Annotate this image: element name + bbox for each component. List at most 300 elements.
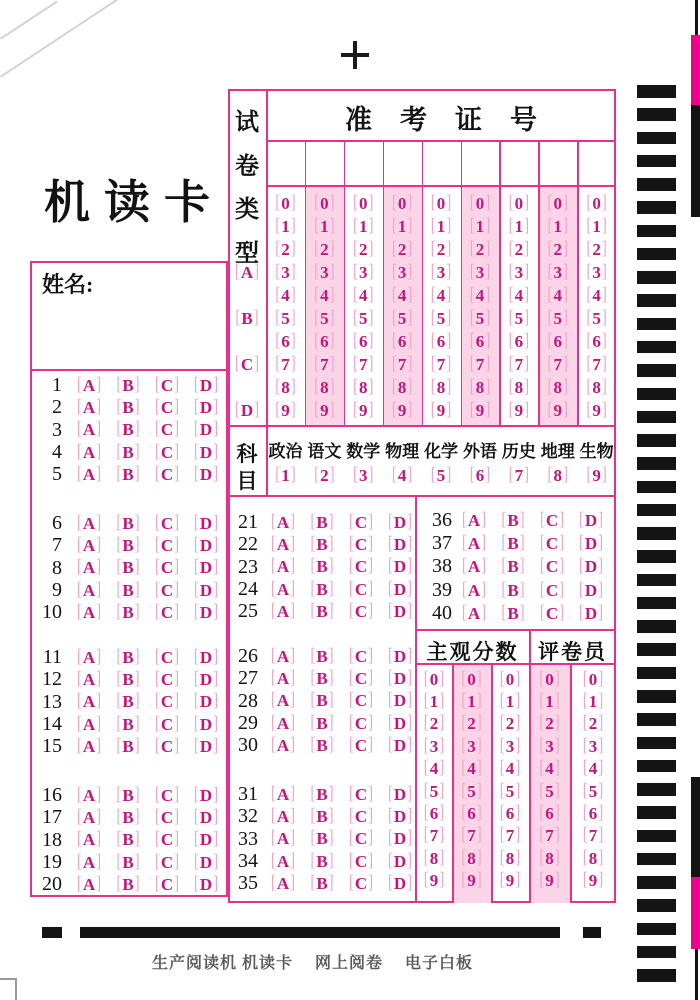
exam-number-digit-9[interactable] [266,399,305,422]
answer-bubble-q1-A[interactable] [76,374,102,395]
answer-bubble-q26-B[interactable] [309,645,335,666]
exam-number-digit-3[interactable] [538,261,577,284]
exam-number-write-cell[interactable] [499,142,538,185]
subject-code-bubble-1[interactable] [275,464,296,485]
answer-bubble-q11-D[interactable] [193,646,219,667]
subjective-score-digit-6[interactable] [452,802,491,824]
exam-number-digit-4[interactable] [422,284,461,307]
answer-bubble-q32-D[interactable] [387,805,413,827]
answer-bubble-q16-A[interactable] [76,784,102,805]
answer-bubble-q7-D[interactable] [193,534,219,556]
answer-bubble-q30-D[interactable] [387,737,413,754]
exam-number-digit-7[interactable] [266,353,305,376]
answer-bubble-q35-B[interactable] [309,875,335,892]
subjective-score-digit-8[interactable] [416,847,452,869]
exam-number-digit-3[interactable] [577,261,616,284]
paper-type-bubble-A[interactable] [234,261,260,282]
answer-bubble-q13-C[interactable] [154,693,180,710]
exam-number-digit-2[interactable] [577,238,616,261]
exam-number-write-cell[interactable] [422,142,461,185]
answer-bubble-q3-A[interactable] [76,421,102,438]
answer-bubble-q23-D[interactable] [387,558,413,575]
answer-bubble-q5-A[interactable] [76,466,102,483]
answer-bubble-q18-C[interactable] [154,831,180,848]
grader-digit-6[interactable] [570,802,616,824]
exam-number-digit-9[interactable] [344,399,383,422]
exam-number-digit-2[interactable] [344,238,383,261]
answer-bubble-q15-B[interactable] [115,738,141,755]
answer-bubble-q24-D[interactable] [387,578,413,599]
answer-bubble-q40-B[interactable] [500,602,526,623]
answer-bubble-q6-C[interactable] [154,512,180,533]
subject-code-bubble-3[interactable] [352,464,374,485]
exam-number-digit-7[interactable] [538,353,577,376]
grader-digit-9[interactable] [570,870,616,892]
answer-bubble-q17-D[interactable] [193,806,219,828]
answer-bubble-q25-B[interactable] [309,603,335,620]
subjective-score-digit-9[interactable] [452,870,491,892]
answer-bubble-q32-C[interactable] [348,805,374,827]
answer-bubble-q17-C[interactable] [154,806,180,828]
answer-bubble-q39-D[interactable] [578,579,604,600]
exam-number-digit-9[interactable] [461,399,500,422]
exam-number-digit-7[interactable] [344,353,383,376]
subjective-score-digit-7[interactable] [416,825,452,847]
exam-number-digit-9[interactable] [577,399,616,422]
exam-number-digit-6[interactable] [499,330,538,353]
exam-number-digit-5[interactable] [538,307,577,330]
answer-bubble-q30-A[interactable] [270,737,296,754]
exam-number-digit-5[interactable] [461,307,500,330]
exam-number-digit-4[interactable] [383,284,422,307]
answer-bubble-q33-A[interactable] [270,830,296,847]
paper-type-bubble-B[interactable] [235,307,259,328]
exam-number-write-cell[interactable] [577,142,616,185]
exam-number-digit-5[interactable] [344,307,383,330]
exam-number-digit-2[interactable] [305,238,344,261]
answer-bubble-q8-D[interactable] [193,559,219,576]
subject-code-bubble-5[interactable] [430,464,452,485]
answer-bubble-q13-B[interactable] [115,693,141,710]
answer-bubble-q7-B[interactable] [115,534,141,556]
answer-bubble-q8-B[interactable] [115,559,141,576]
answer-bubble-q3-D[interactable] [193,421,219,438]
answer-bubble-q3-B[interactable] [115,421,141,438]
exam-number-digit-2[interactable] [538,238,577,261]
exam-number-digit-6[interactable] [344,330,383,353]
exam-number-digit-6[interactable] [461,330,500,353]
subjective-score-digit-3[interactable] [491,735,529,757]
exam-number-digit-8[interactable] [266,376,305,399]
answer-bubble-q21-C[interactable] [348,511,374,532]
answer-bubble-q24-B[interactable] [309,578,335,599]
exam-number-digit-1[interactable] [422,215,461,238]
grader-digit-8[interactable] [570,847,616,869]
grader-digit-2[interactable] [570,713,616,735]
grader-digit-9[interactable] [529,870,570,892]
answer-bubble-q27-D[interactable] [387,667,413,689]
subjective-score-digit-1[interactable] [416,690,452,712]
exam-number-digit-8[interactable] [577,376,616,399]
exam-number-digit-8[interactable] [383,376,422,399]
exam-number-digit-0[interactable] [383,192,422,215]
answer-bubble-q5-B[interactable] [115,466,141,483]
grader-digit-8[interactable] [529,847,570,869]
answer-bubble-q19-C[interactable] [154,851,180,872]
subjective-score-digit-2[interactable] [416,713,452,735]
grader-digit-5[interactable] [529,780,570,802]
exam-number-digit-9[interactable] [383,399,422,422]
subjective-score-digit-9[interactable] [491,870,529,892]
answer-bubble-q24-A[interactable] [270,578,296,599]
subjective-score-digit-4[interactable] [416,758,452,780]
answer-bubble-q27-C[interactable] [348,667,374,689]
answer-bubble-q28-A[interactable] [270,692,296,709]
answer-bubble-q1-B[interactable] [115,374,141,395]
answer-bubble-q23-A[interactable] [270,558,296,575]
exam-number-digit-5[interactable] [499,307,538,330]
answer-bubble-q14-C[interactable] [154,713,180,734]
subjective-score-digit-0[interactable] [491,668,529,690]
answer-bubble-q13-A[interactable] [76,693,102,710]
answer-bubble-q39-B[interactable] [500,579,526,600]
exam-number-digit-1[interactable] [383,215,422,238]
subject-code-bubble-7[interactable] [508,464,530,485]
answer-bubble-q9-D[interactable] [193,579,219,600]
exam-number-digit-4[interactable] [461,284,500,307]
exam-number-digit-7[interactable] [305,353,344,376]
answer-bubble-q6-D[interactable] [193,512,219,533]
exam-number-digit-8[interactable] [344,376,383,399]
subject-code-bubble-4[interactable] [391,464,413,485]
answer-bubble-q11-A[interactable] [76,646,102,667]
answer-bubble-q31-C[interactable] [348,783,374,804]
answer-bubble-q21-B[interactable] [309,511,335,532]
answer-bubble-q38-D[interactable] [578,558,604,575]
answer-bubble-q2-C[interactable] [154,396,180,418]
grader-digit-3[interactable] [570,735,616,757]
answer-bubble-q20-B[interactable] [115,876,141,893]
answer-bubble-q28-D[interactable] [387,692,413,709]
subjective-score-digit-5[interactable] [416,780,452,802]
answer-bubble-q4-C[interactable] [154,441,180,462]
grader-digit-4[interactable] [529,758,570,780]
exam-number-digit-8[interactable] [461,376,500,399]
grader-digit-7[interactable] [570,825,616,847]
subject-code-bubble-8[interactable] [547,464,568,485]
answer-bubble-q37-C[interactable] [539,535,565,552]
answer-bubble-q33-B[interactable] [309,830,335,847]
answer-bubble-q12-D[interactable] [193,668,219,690]
answer-bubble-q31-B[interactable] [309,783,335,804]
exam-number-digit-0[interactable] [461,192,500,215]
exam-number-digit-0[interactable] [344,192,383,215]
answer-bubble-q19-A[interactable] [76,851,102,872]
exam-number-digit-1[interactable] [538,215,577,238]
exam-number-digit-6[interactable] [538,330,577,353]
exam-number-digit-0[interactable] [538,192,577,215]
answer-bubble-q9-C[interactable] [154,579,180,600]
exam-number-digit-9[interactable] [305,399,344,422]
answer-bubble-q36-D[interactable] [578,509,604,531]
answer-bubble-q36-B[interactable] [500,509,526,531]
paper-type-bubble-C[interactable] [234,353,260,374]
grader-digit-1[interactable] [570,690,616,712]
answer-bubble-q35-D[interactable] [387,875,413,892]
grader-digit-0[interactable] [529,668,570,690]
answer-bubble-q20-C[interactable] [154,876,180,893]
exam-number-digit-8[interactable] [538,376,577,399]
subject-code-bubble-2[interactable] [314,464,335,485]
exam-number-digit-4[interactable] [538,284,577,307]
subjective-score-digit-6[interactable] [491,802,529,824]
subjective-score-digit-1[interactable] [491,690,529,712]
answer-bubble-q40-A[interactable] [461,602,487,623]
answer-bubble-q11-C[interactable] [154,646,180,667]
exam-number-digit-3[interactable] [266,261,305,284]
answer-bubble-q36-A[interactable] [461,509,487,531]
exam-number-digit-5[interactable] [305,307,344,330]
answer-bubble-q35-C[interactable] [348,875,374,892]
answer-bubble-q9-A[interactable] [76,579,102,600]
exam-number-digit-2[interactable] [266,238,305,261]
subjective-score-digit-7[interactable] [491,825,529,847]
answer-bubble-q10-D[interactable] [193,604,219,621]
answer-bubble-q29-C[interactable] [348,712,374,733]
answer-bubble-q30-C[interactable] [348,737,374,754]
answer-bubble-q19-D[interactable] [193,851,219,872]
subjective-score-digit-1[interactable] [452,690,491,712]
answer-bubble-q7-C[interactable] [154,534,180,556]
subjective-score-digit-9[interactable] [416,870,452,892]
exam-number-digit-4[interactable] [266,284,305,307]
answer-bubble-q13-D[interactable] [193,693,219,710]
answer-bubble-q34-A[interactable] [270,850,296,871]
answer-bubble-q38-C[interactable] [539,558,565,575]
exam-number-digit-6[interactable] [577,330,616,353]
answer-bubble-q15-C[interactable] [154,738,180,755]
answer-bubble-q22-D[interactable] [387,533,413,555]
answer-bubble-q17-B[interactable] [115,806,141,828]
exam-number-digit-0[interactable] [266,192,305,215]
grader-digit-1[interactable] [529,690,570,712]
exam-number-digit-7[interactable] [461,353,500,376]
grader-digit-0[interactable] [570,668,616,690]
grader-digit-4[interactable] [570,758,616,780]
exam-number-digit-7[interactable] [577,353,616,376]
answer-bubble-q15-D[interactable] [193,738,219,755]
answer-bubble-q14-B[interactable] [115,713,141,734]
answer-bubble-q37-A[interactable] [461,535,487,552]
exam-number-digit-2[interactable] [461,238,500,261]
exam-number-digit-0[interactable] [499,192,538,215]
exam-number-digit-0[interactable] [577,192,616,215]
answer-bubble-q8-C[interactable] [154,559,180,576]
exam-number-digit-0[interactable] [422,192,461,215]
subjective-score-digit-3[interactable] [452,735,491,757]
exam-number-write-cell[interactable] [266,142,305,185]
grader-digit-3[interactable] [529,735,570,757]
exam-number-digit-8[interactable] [422,376,461,399]
answer-bubble-q24-C[interactable] [348,578,374,599]
answer-bubble-q36-C[interactable] [539,509,565,531]
answer-bubble-q34-C[interactable] [348,850,374,871]
grader-digit-2[interactable] [529,713,570,735]
answer-bubble-q30-B[interactable] [309,737,335,754]
answer-bubble-q28-C[interactable] [348,692,374,709]
answer-bubble-q32-B[interactable] [309,805,335,827]
exam-number-digit-6[interactable] [422,330,461,353]
subjective-score-digit-0[interactable] [416,668,452,690]
exam-number-digit-9[interactable] [538,399,577,422]
answer-bubble-q6-A[interactable] [76,512,102,533]
exam-number-digit-3[interactable] [499,261,538,284]
exam-number-digit-3[interactable] [344,261,383,284]
subjective-score-digit-6[interactable] [416,802,452,824]
subjective-score-digit-8[interactable] [452,847,491,869]
answer-bubble-q31-A[interactable] [270,783,296,804]
answer-bubble-q20-D[interactable] [193,876,219,893]
answer-bubble-q29-D[interactable] [387,712,413,733]
subjective-score-digit-5[interactable] [491,780,529,802]
answer-bubble-q4-D[interactable] [193,441,219,462]
answer-bubble-q12-A[interactable] [76,668,102,690]
answer-bubble-q14-A[interactable] [76,713,102,734]
exam-number-digit-5[interactable] [383,307,422,330]
exam-number-write-cell[interactable] [305,142,344,185]
exam-number-digit-2[interactable] [383,238,422,261]
exam-number-digit-8[interactable] [305,376,344,399]
answer-bubble-q21-A[interactable] [270,511,296,532]
subjective-score-digit-7[interactable] [452,825,491,847]
answer-bubble-q33-C[interactable] [348,830,374,847]
exam-number-digit-5[interactable] [266,307,305,330]
answer-bubble-q28-B[interactable] [309,692,335,709]
answer-bubble-q26-A[interactable] [270,645,296,666]
answer-bubble-q15-A[interactable] [76,738,102,755]
exam-number-digit-8[interactable] [499,376,538,399]
exam-number-digit-1[interactable] [344,215,383,238]
answer-bubble-q2-B[interactable] [115,396,141,418]
answer-bubble-q39-A[interactable] [461,579,487,600]
answer-bubble-q22-C[interactable] [348,533,374,555]
exam-number-digit-3[interactable] [305,261,344,284]
exam-number-digit-3[interactable] [461,261,500,284]
subjective-score-digit-2[interactable] [491,713,529,735]
exam-number-digit-0[interactable] [305,192,344,215]
answer-bubble-q6-B[interactable] [115,512,141,533]
answer-bubble-q34-D[interactable] [387,850,413,871]
exam-number-digit-5[interactable] [422,307,461,330]
answer-bubble-q18-B[interactable] [115,831,141,848]
answer-bubble-q16-D[interactable] [193,784,219,805]
exam-number-digit-7[interactable] [383,353,422,376]
exam-number-digit-5[interactable] [577,307,616,330]
exam-number-digit-6[interactable] [266,330,305,353]
answer-bubble-q40-D[interactable] [578,602,604,623]
answer-bubble-q26-C[interactable] [348,645,374,666]
exam-number-digit-1[interactable] [461,215,500,238]
answer-bubble-q11-B[interactable] [115,646,141,667]
answer-bubble-q16-C[interactable] [154,784,180,805]
answer-bubble-q14-D[interactable] [193,713,219,734]
answer-bubble-q19-B[interactable] [115,851,141,872]
exam-number-digit-2[interactable] [499,238,538,261]
subject-code-bubble-9[interactable] [586,464,607,485]
answer-bubble-q33-D[interactable] [387,830,413,847]
answer-bubble-q38-A[interactable] [461,558,487,575]
answer-bubble-q31-D[interactable] [387,783,413,804]
answer-bubble-q17-A[interactable] [76,806,102,828]
answer-bubble-q23-C[interactable] [348,558,374,575]
answer-bubble-q38-B[interactable] [500,558,526,575]
answer-bubble-q25-A[interactable] [270,603,296,620]
grader-digit-5[interactable] [570,780,616,802]
exam-number-digit-9[interactable] [422,399,461,422]
answer-bubble-q5-D[interactable] [193,466,219,483]
exam-number-digit-4[interactable] [499,284,538,307]
exam-number-digit-3[interactable] [383,261,422,284]
answer-bubble-q10-B[interactable] [115,604,141,621]
answer-bubble-q40-C[interactable] [539,602,565,623]
answer-bubble-q39-C[interactable] [539,579,565,600]
exam-number-digit-1[interactable] [499,215,538,238]
exam-number-write-cell[interactable] [461,142,500,185]
subjective-score-digit-8[interactable] [491,847,529,869]
answer-bubble-q2-D[interactable] [193,396,219,418]
grader-digit-7[interactable] [529,825,570,847]
answer-bubble-q10-C[interactable] [154,604,180,621]
answer-bubble-q18-D[interactable] [193,831,219,848]
answer-bubble-q12-C[interactable] [154,668,180,690]
answer-bubble-q20-A[interactable] [76,876,102,893]
answer-bubble-q21-D[interactable] [387,511,413,532]
answer-bubble-q22-B[interactable] [309,533,335,555]
exam-number-digit-4[interactable] [577,284,616,307]
exam-number-write-cell[interactable] [344,142,383,185]
answer-bubble-q1-D[interactable] [193,374,219,395]
answer-bubble-q18-A[interactable] [76,831,102,848]
exam-number-digit-9[interactable] [499,399,538,422]
answer-bubble-q25-D[interactable] [387,603,413,620]
answer-bubble-q3-C[interactable] [154,421,180,438]
exam-number-digit-1[interactable] [577,215,616,238]
subjective-score-digit-5[interactable] [452,780,491,802]
answer-bubble-q10-A[interactable] [76,604,102,621]
exam-number-write-cell[interactable] [538,142,577,185]
answer-bubble-q34-B[interactable] [309,850,335,871]
exam-number-digit-1[interactable] [305,215,344,238]
answer-bubble-q26-D[interactable] [387,645,413,666]
subjective-score-digit-3[interactable] [416,735,452,757]
exam-number-digit-6[interactable] [305,330,344,353]
answer-bubble-q35-A[interactable] [270,875,296,892]
answer-bubble-q8-A[interactable] [76,559,102,576]
answer-bubble-q9-B[interactable] [115,579,141,600]
grader-digit-6[interactable] [529,802,570,824]
answer-bubble-q12-B[interactable] [115,668,141,690]
answer-bubble-q29-B[interactable] [309,712,335,733]
subject-code-bubble-6[interactable] [469,464,491,485]
answer-bubble-q22-A[interactable] [270,533,296,555]
exam-number-digit-6[interactable] [383,330,422,353]
subjective-score-digit-2[interactable] [452,713,491,735]
answer-bubble-q25-C[interactable] [348,603,374,620]
answer-bubble-q37-D[interactable] [578,535,604,552]
exam-number-digit-7[interactable] [422,353,461,376]
answer-bubble-q5-C[interactable] [154,466,180,483]
answer-bubble-q29-A[interactable] [270,712,296,733]
